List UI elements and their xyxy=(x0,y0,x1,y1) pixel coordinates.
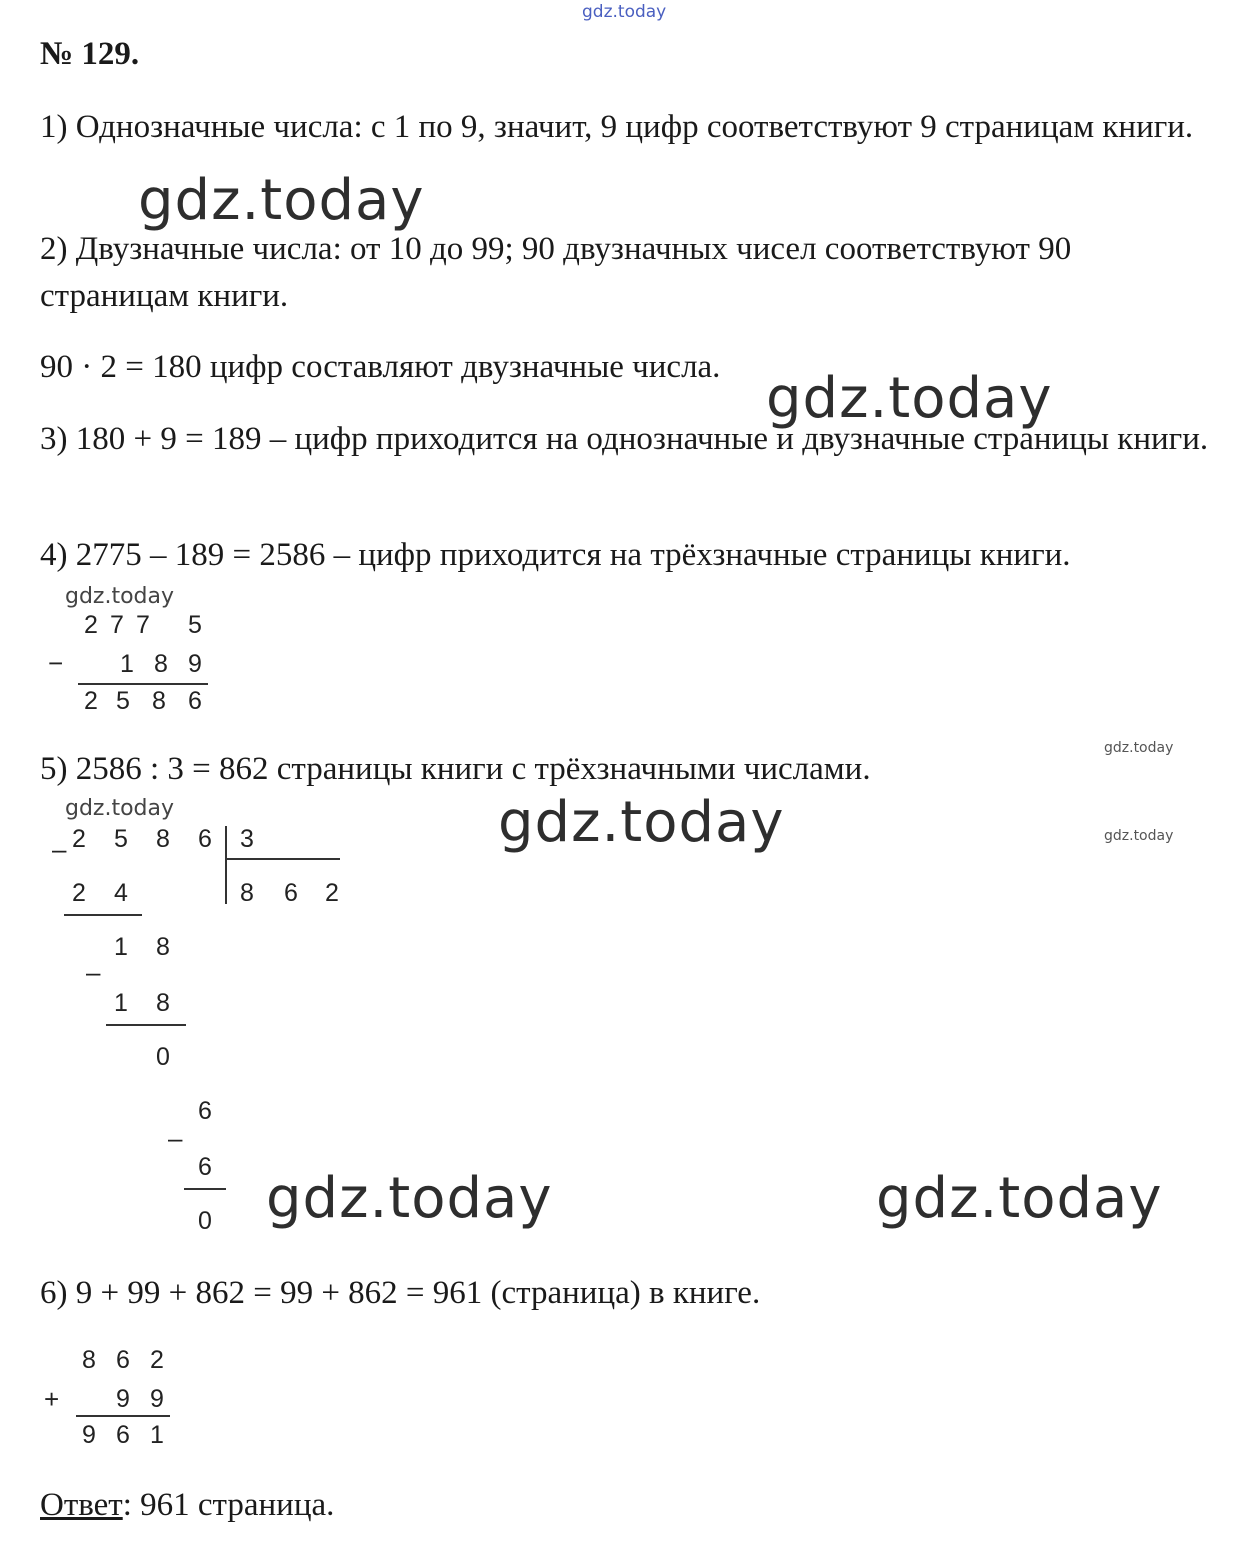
sub-minuend-digit: 7 xyxy=(136,611,150,639)
quotient-digit: 6 xyxy=(284,879,298,907)
sub-subtrahend-digit: 1 xyxy=(120,650,134,678)
plus-sign: + xyxy=(44,1384,60,1414)
divisor: 3 xyxy=(240,825,254,853)
watermark-1: gdz.today xyxy=(138,168,425,233)
div-vertical-bar xyxy=(225,826,227,904)
add-addend-digit: 6 xyxy=(116,1346,130,1374)
add-addend-digit: 2 xyxy=(150,1346,164,1374)
watermark-3: gdz.today xyxy=(498,790,785,855)
task-title: № 129. xyxy=(40,36,140,72)
div-divisor-line xyxy=(225,858,340,860)
minus-sign: – xyxy=(86,957,101,987)
add-addend-digit: 9 xyxy=(116,1385,130,1413)
sub-difference-digit: 6 xyxy=(188,687,202,715)
watermark-top: gdz.today xyxy=(582,2,667,22)
add-sum-digit: 9 xyxy=(82,1421,96,1449)
step-2: 2) Двузначные числа: от 10 до 99; 90 двузначных чисел соответствуют 90 страницам книги. xyxy=(40,231,1072,314)
watermark-7: gdz.today xyxy=(65,796,175,821)
watermark-5: gdz.today xyxy=(876,1166,1163,1231)
div-step-digit: 0 xyxy=(198,1207,212,1235)
answer-text: : 961 страница. xyxy=(122,1487,335,1523)
div-step-digit: 1 xyxy=(114,933,128,961)
sub-minuend-digit: 5 xyxy=(188,611,202,639)
minus-sign: – xyxy=(168,1123,183,1153)
step-1: 1) Однозначные числа: с 1 по 9, значит, 9 цифр соответствуют 9 страницам книги. xyxy=(40,109,1194,145)
step-6: 6) 9 + 99 + 862 = 99 + 862 = 961 (страница) в книге. xyxy=(40,1275,761,1311)
watermark-9: gdz.today xyxy=(1104,828,1174,844)
watermark-8: gdz.today xyxy=(1104,740,1174,756)
div-line xyxy=(184,1188,226,1190)
add-line xyxy=(76,1415,170,1417)
answer-label: Ответ xyxy=(40,1487,123,1523)
sub-minuend-digit: 2 xyxy=(84,611,98,639)
watermark-6: gdz.today xyxy=(65,584,175,609)
div-step-digit: 4 xyxy=(114,879,128,907)
sub-line xyxy=(78,683,208,685)
answer xyxy=(40,1482,1215,1529)
add-sum-digit: 1 xyxy=(150,1421,164,1449)
sub-subtrahend-digit: 9 xyxy=(188,650,202,678)
div-step-digit: 0 xyxy=(156,1043,170,1071)
sub-difference-digit: 5 xyxy=(116,687,130,715)
div-step-digit: 6 xyxy=(198,1153,212,1181)
div-dividend-digit: 2 xyxy=(72,825,86,853)
div-line xyxy=(106,1024,186,1026)
step-3: 3) 180 + 9 = 189 – цифр приходится на однозначные и двузначные страницы книги. xyxy=(40,421,1209,457)
watermark-4: gdz.today xyxy=(266,1166,553,1231)
sub-minuend-digit: 7 xyxy=(110,611,124,639)
div-dividend-digit: 5 xyxy=(114,825,128,853)
step-4: 4) 2775 – 189 = 2586 – цифр приходится на трёхзначные страницы книги. xyxy=(40,537,1071,573)
quotient-digit: 2 xyxy=(325,879,339,907)
div-step-digit: 1 xyxy=(114,989,128,1017)
add-addend-digit: 9 xyxy=(150,1385,164,1413)
div-step-digit: 8 xyxy=(156,933,170,961)
add-sum-digit: 6 xyxy=(116,1421,130,1449)
div-step-digit: 2 xyxy=(72,879,86,907)
minus-sign: – xyxy=(52,834,67,864)
div-line xyxy=(64,914,142,916)
sub-difference-digit: 2 xyxy=(84,687,98,715)
div-dividend-digit: 6 xyxy=(198,825,212,853)
add-addend-digit: 8 xyxy=(82,1346,96,1374)
div-dividend-digit: 8 xyxy=(156,825,170,853)
sub-difference-digit: 8 xyxy=(152,687,166,715)
sub-subtrahend-digit: 8 xyxy=(154,650,168,678)
step-5: 5) 2586 : 3 = 862 страницы книги с трёхзначными числами. xyxy=(40,751,871,787)
div-step-digit: 8 xyxy=(156,989,170,1017)
step-2-calc: 90 · 2 = 180 цифр составляют двузначные числа. xyxy=(40,349,721,385)
div-step-digit: 6 xyxy=(198,1097,212,1125)
quotient-digit: 8 xyxy=(240,879,254,907)
watermark-2: gdz.today xyxy=(766,366,1053,431)
minus-sign: − xyxy=(48,648,64,678)
